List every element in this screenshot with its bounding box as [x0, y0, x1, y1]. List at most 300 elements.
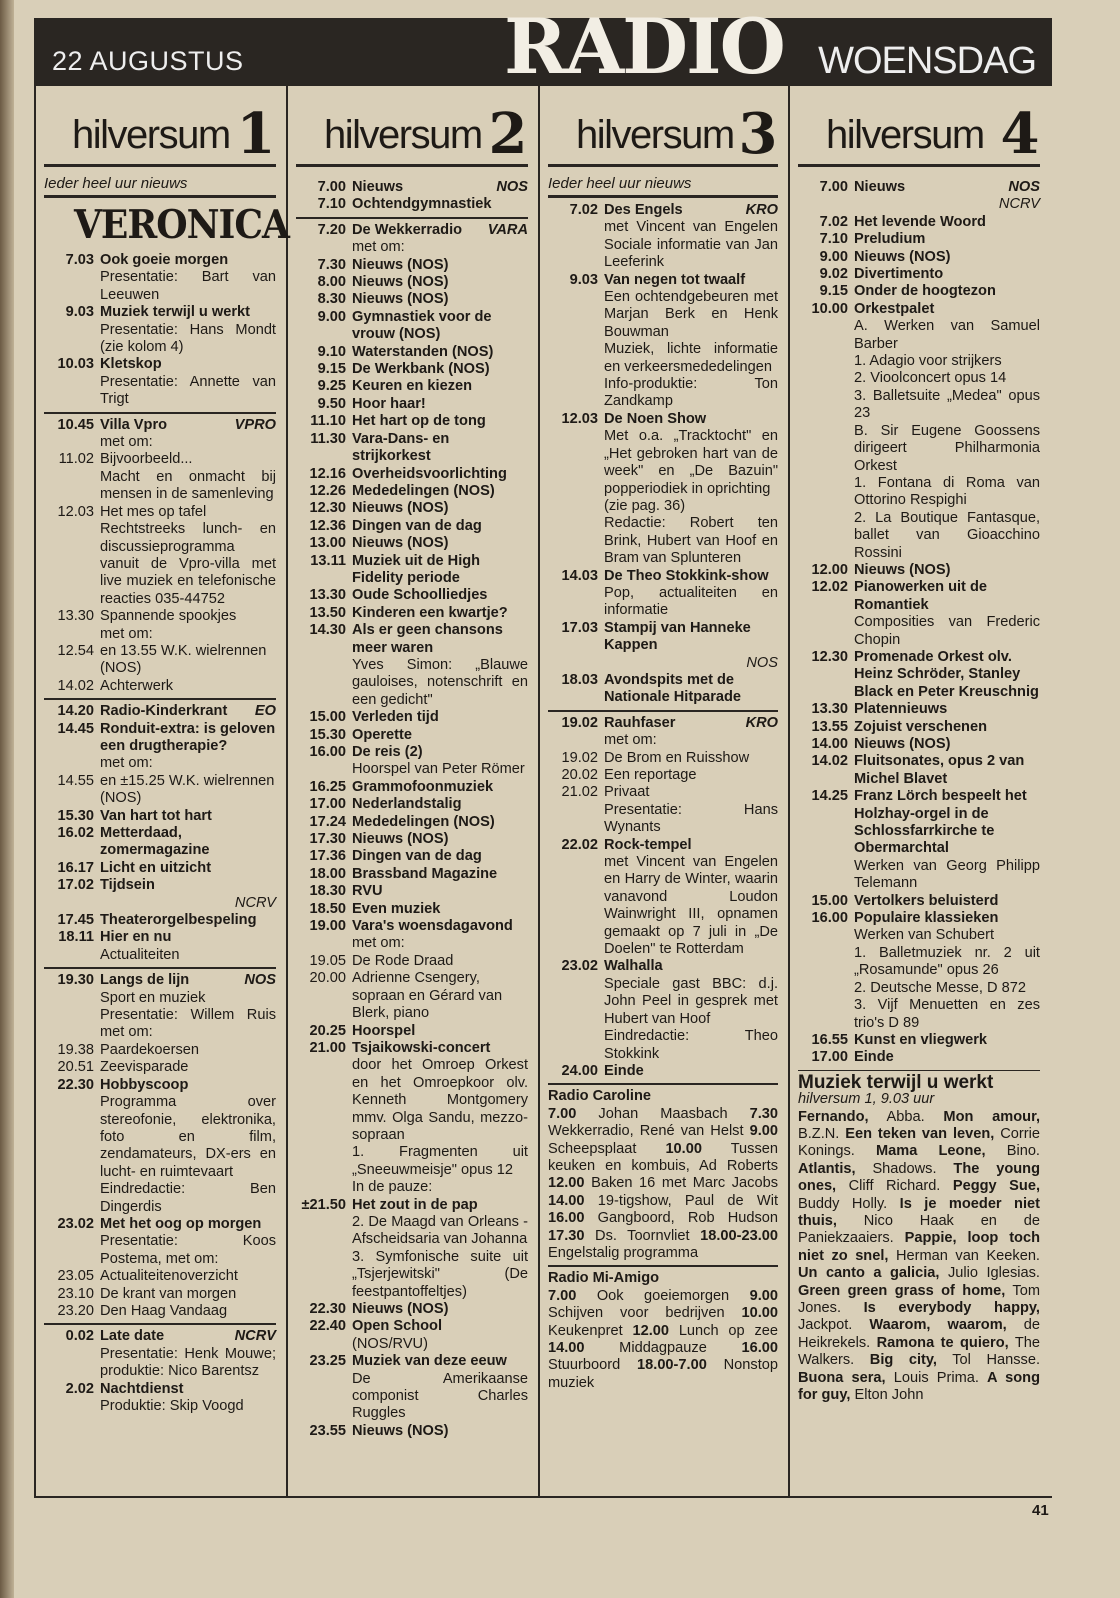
bold-text: Mama Leone, — [875, 1143, 986, 1160]
program-description: Programma over stereofonie, elektronika, foto en film, zendamateurs, DX-ers en lucht- en ruimtevaart — [100, 1094, 276, 1180]
program-time: 23.02 — [561, 958, 598, 975]
program-time: 12.54 — [57, 642, 94, 659]
bold-text: Green green grass of home, — [798, 1282, 1006, 1299]
box-subtitle: hilversum 1, 9.03 uur — [798, 1091, 935, 1108]
program-time: 2.02 — [65, 1380, 94, 1397]
program-body — [352, 378, 528, 395]
program-entry — [296, 361, 528, 378]
program-entry — [548, 272, 778, 411]
program-entry — [44, 1303, 276, 1320]
text: Ds. Toornvliet — [584, 1227, 701, 1244]
program-description: Produktie: Skip Voogd — [100, 1398, 244, 1414]
program-time: 16.17 — [57, 859, 94, 876]
program-title: Fluitsonates, opus 2 van Michel Blavet — [854, 753, 1025, 787]
section-title: RADIO — [504, 2, 784, 91]
program-description: Een ochtendgebeuren met Marjan Berk en Henk Bouwman — [604, 289, 778, 340]
program-body — [352, 535, 528, 552]
program-time: 13.00 — [309, 535, 346, 552]
program-entry — [548, 837, 778, 959]
program-body — [100, 1381, 276, 1416]
bold-text: Waarom, waarom, — [869, 1317, 1007, 1334]
date-label: 22 AUGUSTUS — [52, 46, 244, 76]
program-title: Mededelingen (NOS) — [352, 813, 495, 830]
program-description: De Amerikaanse componist Charles Ruggles — [352, 1370, 528, 1422]
program-entry — [44, 972, 276, 1042]
program-description: 3. Vijf Menuetten en zes trio's D 89 — [854, 997, 1040, 1031]
program-description: Eindredactie: Theo Stokkink — [604, 1028, 778, 1062]
station-number: 1 — [236, 101, 274, 167]
program-body — [100, 1286, 276, 1303]
program-time: 7.03 — [65, 252, 94, 268]
program-title: De Theo Stokkink-show — [604, 567, 769, 584]
program-title: Paardekoersen — [100, 1041, 199, 1058]
program-description: met om: — [604, 732, 657, 749]
program-description: 2. Vioolconcert opus 14 — [854, 370, 1007, 387]
program-entry — [296, 622, 528, 709]
program-body — [100, 451, 276, 503]
text: Nonstop muziek — [548, 1357, 778, 1391]
veronica-logo: VERONICA — [74, 201, 289, 249]
program-body — [352, 1318, 528, 1353]
program-entry — [798, 893, 1040, 910]
program-time: 23.55 — [309, 1422, 346, 1439]
program-title: Muziek terwijl u werkt — [100, 304, 251, 321]
program-body — [604, 620, 778, 655]
program-time: 13.55 — [811, 718, 848, 735]
program-body — [352, 361, 528, 378]
program-entry — [44, 678, 276, 695]
program-entry — [548, 750, 778, 767]
program-time: 20.02 — [561, 767, 598, 783]
program-title: en ±15.25 W.K. wielrennen (NOS) — [100, 772, 275, 807]
program-body — [352, 196, 528, 213]
program-description: met om: — [352, 935, 405, 952]
program-entry — [296, 222, 528, 257]
program-description: Werken van Schubert — [854, 927, 995, 944]
program-title: De Rode Draad — [352, 952, 454, 969]
program-description: Info-produktie: Ton Zandkamp — [604, 376, 778, 410]
program-body — [100, 1328, 276, 1380]
program-body — [100, 773, 276, 808]
program-title: Ronduit-extra: is geloven een drugtherapie? — [100, 720, 276, 754]
program-entry — [798, 753, 1040, 788]
program-body — [100, 808, 276, 825]
program-title: Walhalla — [604, 958, 663, 975]
broadcaster-label: EO — [254, 703, 276, 720]
bold-text: 16.00 — [741, 1340, 778, 1356]
station-column-4 — [790, 86, 1050, 1496]
program-time: 17.00 — [309, 796, 346, 813]
program-entry — [296, 866, 528, 883]
program-body — [100, 1303, 276, 1320]
program-time: 14.02 — [811, 753, 848, 770]
divider — [548, 1083, 778, 1085]
program-entry — [296, 970, 528, 1022]
station-column-2 — [288, 86, 540, 1496]
program-body — [352, 883, 528, 900]
program-body — [604, 411, 778, 568]
program-body — [854, 893, 1040, 910]
program-body — [100, 1059, 276, 1076]
program-title: Het levende Woord — [854, 213, 986, 230]
program-title: Privaat — [604, 784, 650, 801]
divider — [548, 710, 778, 712]
program-entry — [798, 249, 1040, 266]
broadcaster-label: VPRO — [234, 416, 276, 433]
program-title: en 13.55 W.K. wielrennen (NOS) — [100, 642, 267, 677]
bold-text: 7.00 — [548, 1287, 577, 1304]
program-title: Nieuws (NOS) — [854, 561, 951, 578]
program-title: De reis (2) — [352, 744, 423, 760]
program-title: Nieuws (NOS) — [352, 291, 449, 308]
program-title: Overheidsvoorlichting — [352, 465, 507, 482]
station-column-3 — [540, 86, 790, 1496]
program-entry — [44, 721, 276, 773]
program-time: 17.36 — [309, 848, 346, 865]
box-title: Muziek terwijl u werkt — [798, 1071, 994, 1093]
day-label: WOENSDAG — [818, 40, 1036, 82]
program-title: Preludium — [854, 231, 926, 248]
program-entry — [296, 831, 528, 848]
program-body — [100, 721, 276, 773]
program-description: met Vincent van Engelen en Harry de Winter, waarin vanavond Loudon Wainwright III, opnamen gemaakt op 7 juli in „De Doelen" te Rotterdam — [604, 854, 778, 958]
program-entry — [798, 788, 1040, 892]
program-entry — [44, 304, 276, 356]
program-entry — [296, 553, 528, 588]
program-description: door het Omroep Orkest en het Omroepkoor olv. Kenneth Montgomery mmv. Olga Sandu, mezzo-sopraan — [352, 1057, 528, 1143]
program-entry — [548, 767, 778, 784]
program-entry — [44, 1268, 276, 1285]
program-body — [854, 736, 1040, 753]
program-entry — [296, 483, 528, 500]
program-title: VPRO Villa Vpro — [100, 416, 276, 433]
program-time: 16.00 — [309, 744, 346, 760]
program-list — [798, 179, 1040, 1067]
text: Stuurboord — [548, 1357, 638, 1374]
program-description: met om: — [100, 434, 153, 451]
program-entry — [798, 214, 1040, 231]
program-description: Presentatie: Henk Mouwe; produktie: Nico Barentsz — [100, 1345, 276, 1380]
program-body — [854, 1032, 1040, 1049]
program-body — [854, 214, 1040, 231]
program-body — [100, 929, 276, 964]
program-title: Muziek uit de High Fidelity periode — [352, 552, 481, 586]
program-title: EO Radio-Kinderkrant — [100, 703, 276, 720]
program-title: Kunst en vliegwerk — [854, 1031, 988, 1048]
program-entry — [296, 744, 528, 779]
program-time: 7.00 — [819, 179, 848, 195]
bold-text: 17.30 — [548, 1227, 585, 1244]
program-entry — [296, 179, 528, 196]
program-description: met om: — [100, 755, 153, 772]
program-time: 15.30 — [57, 807, 94, 824]
program-title: Muziek van deze eeuw — [352, 1353, 507, 1370]
program-time: 15.00 — [309, 709, 346, 726]
program-title: De Noen Show — [604, 410, 707, 427]
program-time: 11.30 — [310, 430, 346, 447]
pirate-station-name: Radio Caroline — [548, 1088, 651, 1105]
program-time: 19.05 — [309, 952, 346, 969]
bold-text: The young ones, — [798, 1160, 1040, 1195]
program-body — [352, 605, 528, 622]
program-body — [352, 500, 528, 517]
program-title: Brassband Magazine — [352, 865, 498, 882]
program-description: Actualiteiten — [100, 946, 180, 963]
program-time: 9.03 — [65, 304, 94, 321]
program-body — [352, 413, 528, 430]
program-time: 10.00 — [811, 300, 848, 317]
program-entry — [44, 1042, 276, 1059]
program-description: Redactie: Robert ten Brink, Hubert van Hoof en Bram van Splunteren — [604, 515, 778, 567]
program-entry — [296, 1301, 528, 1318]
program-description: In de pauze: — [352, 1179, 433, 1196]
program-time: 22.02 — [561, 836, 598, 853]
program-entry — [44, 1059, 276, 1076]
program-entry — [296, 1023, 528, 1040]
program-entry — [798, 701, 1040, 718]
program-time: 12.16 — [309, 465, 346, 482]
text: The Walkers. — [798, 1334, 1040, 1369]
bold-text: 18.00-23.00 — [700, 1227, 778, 1244]
program-body — [352, 309, 528, 344]
program-body — [352, 179, 528, 196]
program-time: 21.02 — [561, 784, 598, 801]
program-time: 14.20 — [57, 703, 94, 720]
program-title: Het zout in de pap — [352, 1196, 478, 1213]
divider — [798, 1070, 1040, 1071]
program-time: 9.15 — [819, 283, 848, 300]
program-time: 17.02 — [57, 877, 94, 894]
station-name: hilversum — [324, 113, 482, 157]
program-entry — [798, 719, 1040, 736]
program-title: De Werkbank (NOS) — [352, 361, 490, 378]
program-entry — [44, 608, 276, 643]
program-time: 16.55 — [811, 1031, 848, 1048]
program-body — [352, 291, 528, 308]
program-title: Vara's woensdagavond — [352, 918, 513, 935]
bold-text: Is je moeder niet thuis, — [798, 1195, 1040, 1229]
program-description: 3. Symfonische suite uit „Tsjerjewitski" (De feestpantoffeltjes) — [352, 1248, 528, 1300]
program-time: 9.03 — [569, 271, 598, 288]
program-entry — [44, 1381, 276, 1416]
program-title: Nieuws (NOS) — [854, 248, 951, 265]
program-body — [352, 1353, 528, 1423]
program-entry — [296, 535, 528, 552]
program-title: Van negen tot twaalf — [604, 271, 746, 288]
program-time: 12.26 — [309, 482, 346, 499]
program-body — [854, 179, 1040, 196]
program-time: 19.38 — [57, 1041, 94, 1058]
program-body — [100, 417, 276, 452]
program-entry — [798, 579, 1040, 649]
text: Shadows. — [855, 1160, 954, 1177]
program-body — [604, 750, 778, 767]
divider — [44, 412, 276, 414]
program-title: Ook goeie morgen — [100, 252, 229, 268]
program-title: Divertimento — [854, 266, 944, 283]
program-title: Ochtendgymnastiek — [352, 196, 492, 213]
text: B.Z.N. — [798, 1125, 846, 1142]
program-time: 18.00 — [309, 865, 346, 882]
program-entry — [798, 562, 1040, 579]
bold-text: Peggy Sue, — [952, 1178, 1041, 1195]
program-time: 21.00 — [309, 1039, 346, 1056]
program-title: Nieuws (NOS) — [352, 1301, 449, 1317]
program-body — [352, 466, 528, 483]
program-time: 14.02 — [57, 677, 94, 694]
program-list — [296, 179, 528, 1440]
program-body — [352, 553, 528, 588]
program-body — [100, 608, 276, 643]
text: Tussen keuken en kombuis, Ad Roberts — [548, 1140, 779, 1174]
program-description: 3. Balletsuite „Medea" opus 23 — [854, 387, 1040, 422]
program-entry — [548, 411, 778, 568]
program-description: Rechtstreeks lunch- en discussieprogramma vanuit de Vpro-villa met live muziek en telefonische reacties 035-44752 — [100, 521, 276, 607]
bold-text: Buona sera, — [798, 1369, 886, 1386]
program-title: Nieuws (NOS) — [352, 831, 449, 848]
program-description: 2. De Maagd van Orleans - Afscheidsaria van Johanna — [352, 1213, 528, 1248]
program-time: 15.30 — [309, 726, 346, 743]
program-body — [604, 767, 778, 784]
program-title: Metterdaad, zomermagazine — [100, 825, 210, 859]
program-description: Composities van Frederic Chopin — [854, 614, 1040, 648]
program-body — [352, 709, 528, 726]
program-title: Dingen van de dag — [352, 517, 482, 534]
program-time: 18.50 — [309, 900, 346, 917]
text: Lunch op zee — [669, 1322, 778, 1339]
station-column-1 — [36, 86, 288, 1496]
text: 19-tigshow, Paul de Wit — [584, 1192, 778, 1209]
program-entry — [296, 796, 528, 813]
program-entry — [296, 500, 528, 517]
program-body — [352, 1040, 528, 1197]
broadcaster-label: KRO — [745, 714, 778, 731]
text: Johan Maasbach — [576, 1105, 750, 1122]
music-box — [798, 1071, 1041, 1405]
divider — [44, 698, 276, 700]
program-title: Even muziek — [352, 900, 441, 917]
program-body — [100, 1268, 276, 1285]
program-time: 9.00 — [317, 308, 346, 325]
bold-text: Is everybody happy, — [863, 1300, 1040, 1316]
program-entry — [548, 620, 778, 655]
program-entry — [296, 309, 528, 344]
program-entry — [296, 848, 528, 865]
program-time: 19.02 — [561, 714, 598, 731]
program-time: 11.02 — [58, 451, 94, 468]
program-time: 8.00 — [317, 274, 346, 291]
station-heading — [44, 101, 276, 167]
program-body — [352, 257, 528, 274]
program-entry — [798, 301, 1040, 562]
program-title: Einde — [604, 1062, 644, 1079]
program-entry — [44, 860, 276, 877]
program-time: 13.30 — [57, 608, 94, 625]
program-title: NCRV Late date — [100, 1328, 276, 1345]
program-body — [854, 701, 1040, 718]
program-title: Licht en uitzicht — [100, 859, 212, 876]
program-title: Kletskop — [100, 356, 162, 373]
program-title: Adrienne Csengery, sopraan en Gérard van Blerk, piano — [352, 970, 503, 1022]
program-list — [548, 202, 778, 1080]
program-body — [352, 344, 528, 361]
program-title: Bijvoorbeeld... — [100, 451, 193, 468]
program-title: NOS Nieuws — [854, 179, 1040, 195]
program-entry — [548, 715, 778, 750]
program-time: 23.05 — [57, 1268, 94, 1285]
program-entry — [296, 1197, 528, 1301]
program-body — [352, 1023, 528, 1040]
spacer — [798, 167, 1040, 175]
bold-text: 9.00 — [749, 1123, 778, 1140]
program-time: 16.25 — [309, 778, 346, 795]
program-title: Nederlandstalig — [352, 796, 462, 813]
program-description: Yves Simon: „Blauwe gauloises, notenschrift en een gedicht" — [352, 656, 528, 708]
program-description: met Vincent van Engelen Sociale informatie van Jan Leeferink — [604, 219, 778, 271]
divider — [44, 967, 276, 969]
broadcaster-label: NOS — [244, 972, 276, 989]
program-description: 1. Fontana di Roma van Ottorino Respighi — [854, 474, 1040, 509]
program-body — [352, 518, 528, 535]
program-title: Operette — [352, 726, 413, 743]
program-title: Verleden tijd — [352, 709, 439, 726]
text: Corrie Konings. — [798, 1125, 1040, 1160]
program-description: Presentatie: Willem Ruis met om: — [100, 1007, 276, 1041]
program-body — [100, 703, 276, 720]
program-title: Promenade Orkest olv. Heinz Schröder, Stanley Black en Peter Kreuschnig — [854, 648, 1039, 700]
bold-text: A song for guy, — [798, 1369, 1040, 1404]
program-entry — [296, 196, 528, 213]
program-time: 12.02 — [811, 579, 848, 596]
program-title: Kinderen een kwartje? — [352, 604, 508, 621]
program-time: 9.50 — [317, 395, 346, 412]
program-title: Pianowerken uit de Romantiek — [854, 579, 987, 613]
program-title: Hier en nu — [100, 929, 172, 946]
text: Nico Haak en de Paniekzaaiers. — [798, 1212, 1040, 1247]
program-time: 18.11 — [58, 929, 94, 946]
program-title: Vertolkers beluisterd — [854, 892, 999, 909]
program-entry — [798, 910, 1040, 1032]
text: Jackpot. — [798, 1317, 870, 1334]
program-time: 23.10 — [57, 1285, 94, 1302]
program-title: Hoor haar! — [352, 395, 426, 412]
station-name: hilversum — [826, 113, 984, 157]
text: Julio Iglesias. — [939, 1265, 1040, 1282]
program-body — [854, 753, 1040, 788]
program-title: Met het oog op morgen — [100, 1215, 262, 1232]
program-time: 14.45 — [57, 720, 94, 737]
program-time: 22.40 — [309, 1318, 346, 1335]
program-body — [854, 719, 1040, 736]
program-entry — [44, 1286, 276, 1303]
program-time: 12.36 — [309, 517, 346, 534]
program-body — [352, 396, 528, 413]
program-body — [604, 568, 778, 620]
program-title: KRO Rauhfaser — [604, 714, 778, 731]
program-time: 23.02 — [57, 1215, 94, 1232]
program-entry — [44, 1077, 276, 1216]
broadcaster-label: NOS — [746, 654, 778, 671]
program-time: 8.30 — [317, 291, 346, 308]
program-entry — [44, 451, 276, 503]
divider — [548, 1265, 778, 1267]
program-body — [604, 1063, 778, 1080]
program-title: Achterwerk — [100, 677, 173, 694]
program-time: 11.10 — [310, 413, 346, 430]
broadcaster-label: KRO — [745, 202, 778, 218]
program-body — [100, 825, 276, 860]
program-time: 14.00 — [811, 736, 848, 752]
